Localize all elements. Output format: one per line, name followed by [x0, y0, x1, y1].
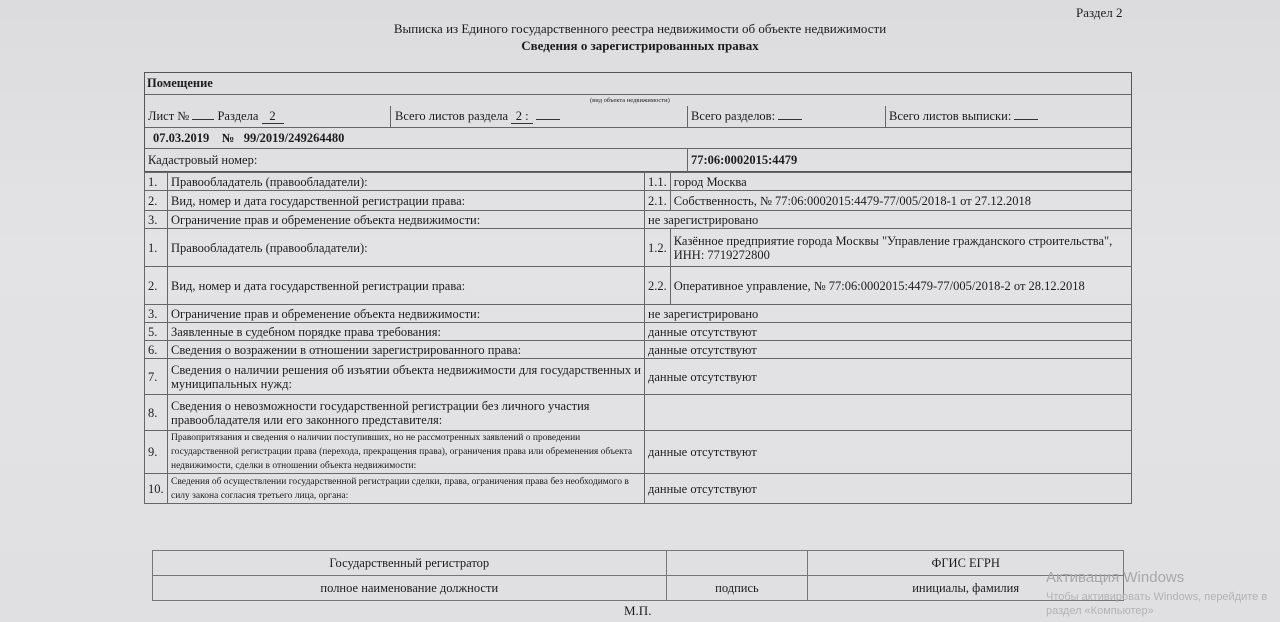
- table-row: [145, 267, 1132, 305]
- row-label: Заявленные в судебном порядке права требования:: [168, 323, 645, 341]
- table-row: [145, 395, 1132, 431]
- document-title: Выписка из Единого государственного реестра недвижимости об объекте недвижимости: [393, 21, 887, 36]
- table-row: [145, 359, 1132, 395]
- row-number: 3.: [145, 305, 168, 323]
- row-number: 2.: [145, 267, 168, 305]
- row-number: 1.: [145, 229, 168, 267]
- initials-caption: инициалы, фамилия: [808, 576, 1124, 601]
- row-value: данные отсутствуют: [645, 323, 1132, 341]
- row-label: Сведения о возражении в отношении зарегистрированного права:: [168, 341, 645, 359]
- sheet-number: Лист № Раздела 2: [148, 109, 284, 124]
- row-label: Вид, номер и дата государственной регистрации права:: [168, 267, 645, 305]
- row-number: 6.: [145, 341, 168, 359]
- row-subnumber: 1.1.: [645, 173, 671, 191]
- row-value: город Москва: [670, 173, 1131, 191]
- row-value: Оперативное управление, № 77:06:0002015:4479-77/005/2018-2 от 28.12.2018: [670, 267, 1131, 305]
- cadastral-row: [145, 149, 1131, 173]
- row-value: Собственность, № 77:06:0002015:4479-77/005/2018-1 от 27.12.2018: [670, 191, 1131, 211]
- object-type: Помещение: [147, 76, 213, 90]
- section-label: Раздел 2: [1076, 5, 1123, 20]
- row-number: 1.: [145, 173, 168, 191]
- total-sheets: Всего листов выписки:: [889, 109, 1038, 124]
- cadastral-label: Кадастровый номер:: [148, 153, 258, 167]
- row-label: Ограничение прав и обременение объекта недвижимости:: [168, 305, 645, 323]
- table-row: [145, 341, 1132, 359]
- row-number: 2.: [145, 191, 168, 211]
- date-number-row: [145, 128, 1131, 149]
- cadastral-value: 77:06:0002015:4479: [691, 153, 798, 167]
- row-label: Правообладатель (правообладатели):: [168, 173, 645, 191]
- row-value: не зарегистрировано: [645, 211, 1132, 229]
- table-row: [145, 211, 1132, 229]
- table-row: [145, 474, 1132, 504]
- registrar-label: Государственный регистратор: [153, 551, 667, 576]
- object-type-row: [145, 73, 1131, 104]
- row-subnumber: 1.2.: [645, 229, 671, 267]
- sheets-row: [145, 106, 1131, 128]
- table-row: [145, 229, 1132, 267]
- row-number: 5.: [145, 323, 168, 341]
- signature-table: [152, 550, 1124, 601]
- row-number: 7.: [145, 359, 168, 395]
- row-label: Сведения о невозможности государственной регистрации без личного участия правообладателя или его законного представителя:: [168, 395, 645, 431]
- total-sections: Всего разделов:: [691, 109, 802, 124]
- object-info-box: [144, 72, 1132, 172]
- row-label: Сведения об осуществлении государственной регистрации сделки, права, ограничения права без необходимого в силу закона согласия третьего лица, органа:: [168, 474, 645, 504]
- system-label: ФГИС ЕГРН: [808, 551, 1124, 576]
- stamp-place: М.П.: [624, 603, 652, 618]
- total-sheets-section: Всего листов раздела 2 :: [395, 109, 560, 124]
- table-row: [145, 305, 1132, 323]
- sign-caption: подпись: [666, 576, 808, 601]
- row-value: [645, 395, 1132, 431]
- row-subnumber: 2.1.: [645, 191, 671, 211]
- row-value: данные отсутствуют: [645, 474, 1132, 504]
- row-value: Казённое предприятие города Москвы "Управление гражданского строительства", ИНН: 7719272800: [670, 229, 1131, 267]
- rights-table: [144, 172, 1132, 504]
- table-row: [145, 323, 1132, 341]
- row-number: 9.: [145, 431, 168, 474]
- row-number: 3.: [145, 211, 168, 229]
- table-row: [145, 191, 1132, 211]
- row-label: Правопритязания и сведения о наличии поступивших, но не рассмотренных заявлений о проведении государственной регистрации права (перехода, прекращения права), ограничения права или обременения объекта недвижимости, сделки в отношении объекта недвижимости:: [168, 431, 645, 474]
- object-type-caption: (вид объекта недвижимости): [590, 97, 670, 104]
- row-label: Правообладатель (правообладатели):: [168, 229, 645, 267]
- windows-activation-watermark: Активация Windows: [1046, 569, 1185, 586]
- row-subnumber: 2.2.: [645, 267, 671, 305]
- windows-activation-hint: Чтобы активировать Windows, перейдите в раздел «Компьютер»: [1046, 591, 1268, 617]
- row-label: Вид, номер и дата государственной регистрации права:: [168, 191, 645, 211]
- position-caption: полное наименование должности: [153, 576, 667, 601]
- row-label: Ограничение прав и обременение объекта недвижимости:: [168, 211, 645, 229]
- row-label: Сведения о наличии решения об изъятии объекта недвижимости для государственных и муниципальных нужд:: [168, 359, 645, 395]
- row-value: данные отсутствуют: [645, 431, 1132, 474]
- row-value: данные отсутствуют: [645, 359, 1132, 395]
- table-row: [145, 431, 1132, 474]
- row-number: 8.: [145, 395, 168, 431]
- document-subtitle: Сведения о зарегистрированных правах: [521, 38, 759, 53]
- table-row: [145, 173, 1132, 191]
- row-number: 10.: [145, 474, 168, 504]
- row-value: данные отсутствуют: [645, 341, 1132, 359]
- row-value: не зарегистрировано: [645, 305, 1132, 323]
- extract-date-number: 07.03.2019 № 99/2019/249264480: [153, 131, 345, 145]
